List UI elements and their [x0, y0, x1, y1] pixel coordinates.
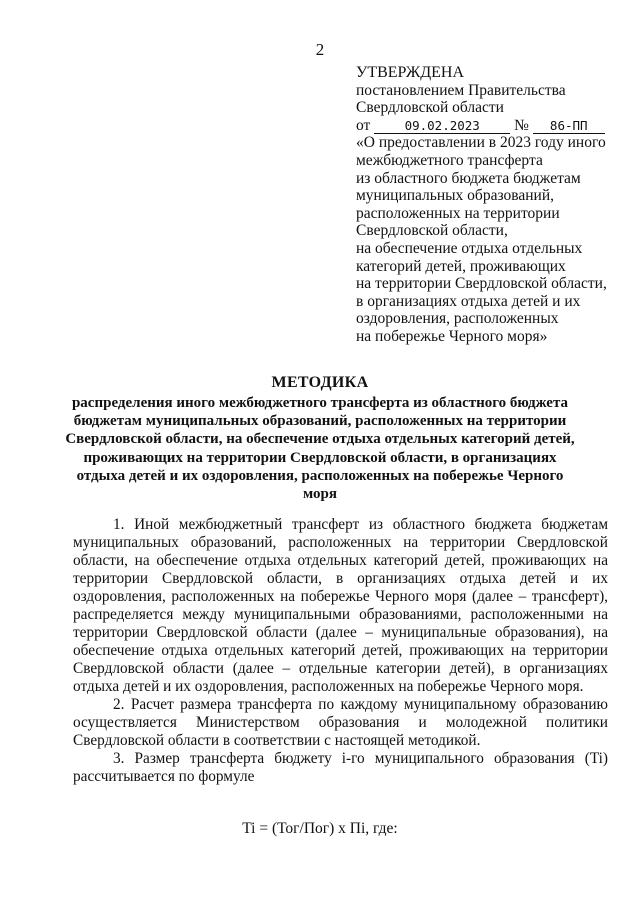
document-subtitle: распределения иного межбюджетного трансферта из областного бюджета бюджетам муниципальных образований, расположенных на территории Свердловской области, на обеспечение отдыха отдельных категорий детей, проживающих на территории Свердловской области, в организациях отдыха детей и их оздоровления, расположенных на побережье Черного моря: [65, 395, 575, 503]
resolution-title-line: на территории Свердловской области,: [356, 275, 607, 293]
approval-date: 09.02.2023: [374, 118, 510, 134]
resolution-title-line: оздоровления, расположенных: [356, 310, 559, 328]
resolution-title: [356, 134, 626, 345]
approval-stamp-block: [356, 64, 626, 346]
approval-date-number-line: [356, 117, 626, 135]
resolution-title-line: в организациях отдыха детей и их: [356, 292, 581, 310]
document-body: [73, 516, 608, 786]
paragraph-3: 3. Размер трансферта бюджету i-го муниципального образования (Ti) рассчитывается по формуле: [73, 750, 608, 785]
resolution-title-line: межбюджетного трансферта: [356, 151, 543, 169]
from-label: от: [356, 116, 371, 134]
resolution-title-line: на побережье Черного моря»: [356, 327, 548, 345]
approval-line-2: Свердловской области: [356, 99, 504, 117]
number-sign: №: [514, 116, 529, 134]
paragraph-2: 2. Расчет размера трансферта по каждому муниципальному образованию осуществляется Министерством образования и молодежной политики Свердловской области в соответствии с настоящей методикой.: [73, 696, 608, 749]
approval-heading: УТВЕРЖДЕНА: [356, 64, 465, 81]
methodology-title-block: [60, 373, 580, 503]
resolution-title-line: на обеспечение отдыха отдельных: [356, 239, 583, 257]
resolution-title-line: категорий детей, проживающих: [356, 257, 566, 275]
resolution-title-line: из областного бюджета бюджетам: [356, 169, 581, 187]
resolution-title-line: «О предоставлении в 2023 году иного: [356, 134, 606, 152]
document-title: МЕТОДИКА: [271, 374, 369, 391]
resolution-title-line: Свердловской области,: [356, 222, 508, 240]
resolution-title-line: расположенных на территории: [356, 204, 560, 222]
resolution-title-line: муниципальных образований,: [356, 187, 554, 205]
formula: Ti = (Тог/Пог) x Пi, где:: [242, 820, 398, 837]
paragraph-1: 1. Иной межбюджетный трансферт из областного бюджета бюджетам муниципальных образований, расположенных на территории Свердловской области, на обеспечение отдыха отдельных категорий детей, проживающих на территории Свердловской области, в организациях отдыха детей и их оздоровления, расположенных на побережье Черного моря (далее – трансферт), распределяется между муниципальными образованиями, расположенными на территории Свердловской области (далее – муниципальные образования), на обеспечение отдыха отдельных категорий детей, проживающих на территории Свердловской области (далее – отдельные категории детей), в организациях отдыха детей и их оздоровления, расположенных на побережье Черного моря.: [73, 516, 608, 695]
approval-line-1: постановлением Правительства: [356, 81, 566, 99]
approval-number: 86-ПП: [533, 118, 605, 134]
page-number: 2: [315, 40, 325, 59]
